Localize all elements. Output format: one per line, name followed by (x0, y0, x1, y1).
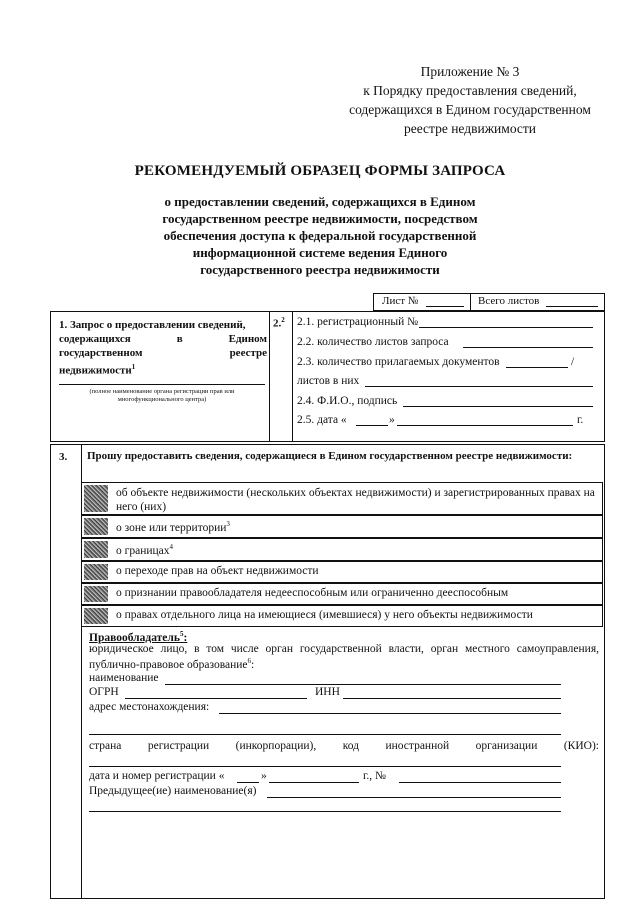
request-sheets-field[interactable] (463, 347, 593, 348)
date-month-field[interactable] (397, 425, 573, 426)
date-year-suffix: г. (577, 414, 584, 426)
registration-organ-field[interactable] (59, 384, 265, 385)
prev-names-field-2[interactable] (89, 811, 561, 812)
owner-entity-text2: публично-правовое образование$^6$: (89, 657, 255, 671)
slash: / (571, 356, 575, 368)
registration-organ-caption: (полное наименование органа регистрации прав или многофункционального центра) (89, 388, 235, 403)
doc-sheets-label: листов в них (297, 375, 360, 387)
attached-docs-label: 2.3. количество прилагаемых документов (297, 356, 500, 368)
section-1-title: 1. Запрос о предоставлении сведений, содержащихся в Едином государственном реестре недвижимости$^1$ (59, 319, 267, 377)
reg-number-owner-field[interactable] (399, 782, 561, 783)
sheet-number-field[interactable] (426, 306, 464, 307)
owner-label: Правообладатель$^5$: (89, 630, 188, 644)
date-day-field[interactable] (356, 425, 388, 426)
appendix-header (320, 62, 620, 138)
option-checkbox[interactable] (84, 485, 108, 512)
prev-names-field[interactable] (267, 797, 561, 798)
appendix-line4: реестре недвижимости (403, 121, 537, 136)
option-transfer[interactable]: о переходе прав на объект недвижимости (81, 561, 603, 583)
section-3-box (50, 444, 605, 899)
owner-entity-text: юридическое лицо, в том числе орган государственной власти, орган местного самоуправления, (89, 643, 599, 655)
inn-field[interactable] (343, 698, 561, 699)
option-checkbox[interactable] (84, 564, 108, 580)
option-object[interactable]: об объекте недвижимости (нескольких объектах недвижимости) и зарегистрированных правах на него (них) (81, 482, 603, 515)
address-field-2[interactable] (89, 734, 561, 735)
inn-label: ИНН (315, 686, 340, 698)
date-label: 2.5. дата « (297, 414, 347, 426)
country-field[interactable] (89, 766, 561, 767)
fio-signature-label: 2.4. Ф.И.О., подпись (297, 395, 398, 407)
appendix-number: Приложение № 3 (420, 64, 520, 79)
reg-number-label: 2.1. регистрационный № (297, 316, 419, 328)
option-checkbox[interactable] (84, 518, 108, 535)
address-field[interactable] (219, 713, 561, 714)
address-label: адрес местонахождения: (89, 701, 210, 713)
reg-year-label: г., № (363, 770, 387, 782)
form-subtitle (110, 193, 530, 278)
name-field[interactable] (165, 684, 561, 685)
doc-sheets-field[interactable] (365, 386, 593, 387)
total-sheets-label: Всего листов (478, 295, 540, 307)
option-person-rights[interactable]: о правах отдельного лица на имеющиеся (имевшиеся) у него объекты недвижимости (81, 605, 603, 627)
prev-names-label: Предыдущее(ие) наименование(я) (89, 785, 257, 797)
option-checkbox[interactable] (84, 586, 108, 602)
option-borders[interactable]: о границах$^4$ (81, 538, 603, 561)
section-1-2-box (50, 311, 605, 442)
date-quote: » (389, 414, 395, 426)
option-zone[interactable]: о зоне или территории$^3$ (81, 515, 603, 538)
attached-docs-field[interactable] (506, 367, 568, 368)
reg-date-quote: » (261, 770, 267, 782)
section-2-number: 2.$^2$ (273, 316, 285, 330)
subtitle-line: государственном реестре недвижимости, посредством (162, 211, 478, 226)
fio-signature-field[interactable] (403, 406, 593, 407)
subtitle-line: обеспечения доступа к федеральной государственной (163, 228, 477, 243)
subtitle-line: государственного реестра недвижимости (200, 262, 440, 277)
reg-number-field[interactable] (419, 327, 593, 328)
sheet-number-label: Лист № (382, 295, 419, 307)
sheet-box (373, 293, 605, 311)
reg-date-label: дата и номер регистрации « (89, 770, 225, 782)
subtitle-line: информационной системе ведения Единого (192, 245, 448, 260)
appendix-line3: содержащихся в Едином государственном (349, 102, 591, 117)
ogrn-label: ОГРН (89, 686, 119, 698)
ogrn-field[interactable] (125, 698, 307, 699)
section-3-intro: Прошу предоставить сведения, содержащиеся в Едином государственном реестре недвижимости: (87, 450, 573, 462)
option-incapacity[interactable]: о признании правообладателя недееспособным или ограниченно дееспособным (81, 583, 603, 605)
name-label: наименование (89, 672, 159, 684)
form-title: РЕКОМЕНДУЕМЫЙ ОБРАЗЕЦ ФОРМЫ ЗАПРОСА (134, 163, 506, 179)
subtitle-line: о предоставлении сведений, содержащихся в Едином (164, 194, 476, 209)
total-sheets-field[interactable] (546, 306, 598, 307)
reg-day-field[interactable] (237, 782, 259, 783)
reg-month-field[interactable] (269, 782, 359, 783)
option-checkbox[interactable] (84, 608, 108, 624)
option-checkbox[interactable] (84, 541, 108, 558)
request-sheets-label: 2.2. количество листов запроса (297, 336, 449, 348)
section-3-number: 3. (59, 451, 68, 463)
country-label: страна регистрации (инкорпорации), код иностранной организации (КИО): (89, 740, 599, 752)
appendix-line2: к Порядку предоставления сведений, (363, 83, 577, 98)
